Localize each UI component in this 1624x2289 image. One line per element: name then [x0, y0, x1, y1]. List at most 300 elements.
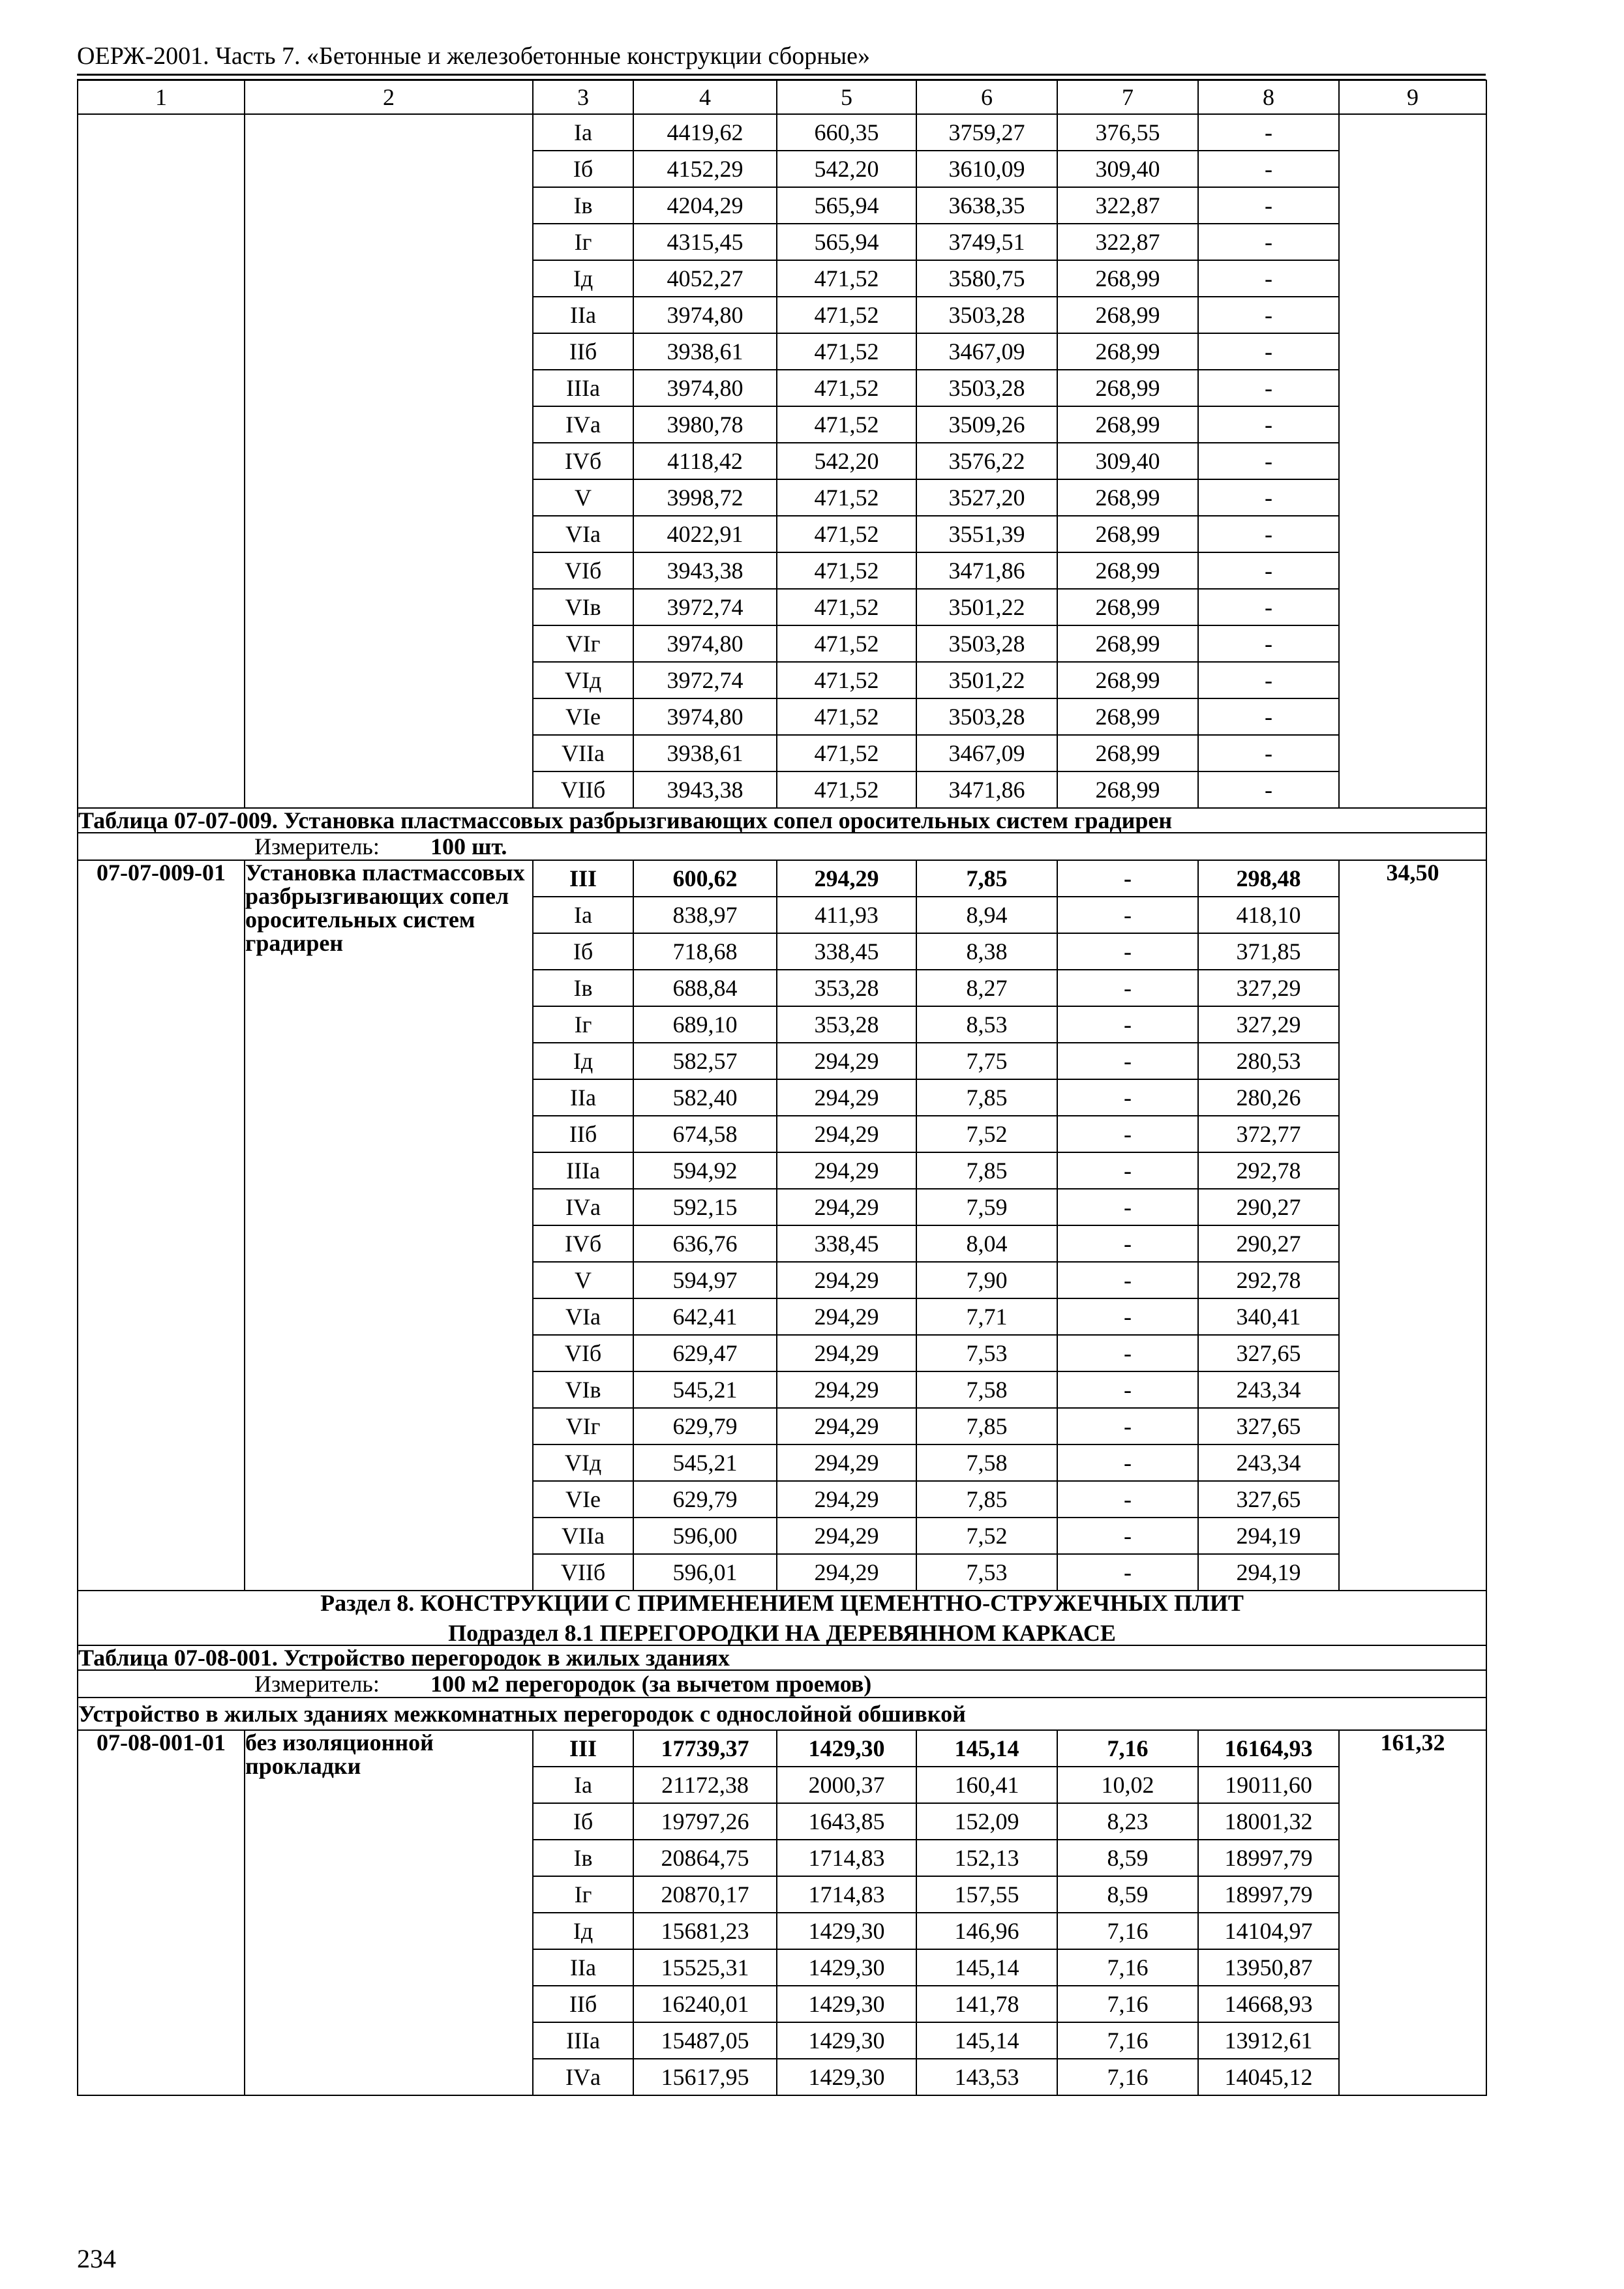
zone-cell: IIб	[533, 1116, 633, 1152]
value-cell: 471,52	[777, 260, 916, 297]
value-cell: 542,20	[777, 443, 916, 479]
value-cell: 3467,09	[916, 333, 1057, 370]
code-cell	[78, 114, 245, 808]
value-cell: 3759,27	[916, 114, 1057, 151]
value-cell: 7,53	[916, 1335, 1057, 1371]
section-title: Раздел 8. КОНСТРУКЦИИ С ПРИМЕНЕНИЕМ ЦЕМЕНТНО-СТРУЖЕЧНЫХ ПЛИТ	[320, 1590, 1244, 1616]
value-cell: 3938,61	[633, 735, 777, 771]
value-cell: 143,53	[916, 2059, 1057, 2095]
value-cell: 7,16	[1057, 1986, 1198, 2022]
value-cell: 565,94	[777, 224, 916, 260]
value-cell: -	[1198, 406, 1339, 443]
value-cell: 146,96	[916, 1913, 1057, 1949]
zone-cell: Iв	[533, 187, 633, 224]
zone-cell: IIIа	[533, 370, 633, 406]
value-cell: 3974,80	[633, 698, 777, 735]
zone-cell: IVб	[533, 443, 633, 479]
value-cell: 268,99	[1057, 698, 1198, 735]
zone-cell: VIIб	[533, 771, 633, 808]
value-cell: 3972,74	[633, 662, 777, 698]
zone-cell: Iа	[533, 114, 633, 151]
value-cell: 3509,26	[916, 406, 1057, 443]
value-cell: 471,52	[777, 771, 916, 808]
value-cell: 294,29	[777, 1079, 916, 1116]
value-cell: 243,34	[1198, 1371, 1339, 1408]
value-cell: 3938,61	[633, 333, 777, 370]
zone-cell: Iа	[533, 1767, 633, 1803]
value-cell: 21172,38	[633, 1767, 777, 1803]
value-cell: 471,52	[777, 698, 916, 735]
value-cell: 294,29	[777, 1152, 916, 1189]
value-cell: 294,29	[777, 1262, 916, 1298]
value-cell: 1429,30	[777, 1986, 916, 2022]
value-cell: 7,85	[916, 1481, 1057, 1518]
zone-cell: VIв	[533, 589, 633, 625]
value-cell: 3467,09	[916, 735, 1057, 771]
value-cell: 471,52	[777, 370, 916, 406]
zone-cell: VIг	[533, 625, 633, 662]
value-cell: 545,21	[633, 1371, 777, 1408]
section-heading	[78, 1591, 1486, 1645]
zone-cell: VIб	[533, 1335, 633, 1371]
column-number: 3	[533, 80, 633, 114]
value-cell: 353,28	[777, 1006, 916, 1043]
value-cell: 7,58	[916, 1444, 1057, 1481]
value-cell: 471,52	[777, 625, 916, 662]
value-cell: 145,14	[916, 1949, 1057, 1986]
value-cell: -	[1198, 443, 1339, 479]
value-cell: 327,65	[1198, 1481, 1339, 1518]
value-cell: 8,04	[916, 1225, 1057, 1262]
zone-cell: IVа	[533, 406, 633, 443]
labor-cell: 161,32	[1339, 1730, 1486, 2095]
value-cell: 15525,31	[633, 1949, 777, 1986]
value-cell: 292,78	[1198, 1152, 1339, 1189]
value-cell: 157,55	[916, 1876, 1057, 1913]
value-cell: 1714,83	[777, 1876, 916, 1913]
value-cell: -	[1198, 370, 1339, 406]
value-cell: 160,41	[916, 1767, 1057, 1803]
value-cell: -	[1198, 114, 1339, 151]
value-cell: 16240,01	[633, 1986, 777, 2022]
value-cell: 309,40	[1057, 443, 1198, 479]
value-cell: 7,85	[916, 1079, 1057, 1116]
value-cell: 2000,37	[777, 1767, 916, 1803]
header-rule	[77, 74, 1486, 76]
value-cell: -	[1057, 1408, 1198, 1444]
zone-cell: IIа	[533, 297, 633, 333]
value-cell: 1429,30	[777, 1730, 916, 1767]
value-cell: 674,58	[633, 1116, 777, 1152]
value-cell: 594,97	[633, 1262, 777, 1298]
value-cell: 594,92	[633, 1152, 777, 1189]
value-cell: 322,87	[1057, 224, 1198, 260]
value-cell: 688,84	[633, 970, 777, 1006]
value-cell: 8,23	[1057, 1803, 1198, 1840]
value-cell: 4152,29	[633, 151, 777, 187]
value-cell: 1429,30	[777, 2059, 916, 2095]
value-cell: 471,52	[777, 406, 916, 443]
value-cell: 3527,20	[916, 479, 1057, 516]
value-cell: -	[1198, 625, 1339, 662]
value-cell: -	[1198, 771, 1339, 808]
zone-cell: IIа	[533, 1079, 633, 1116]
value-cell: -	[1057, 1481, 1198, 1518]
description-cell: без изоляционной прокладки	[245, 1730, 533, 2095]
zone-cell: Iб	[533, 1803, 633, 1840]
value-cell: 4315,45	[633, 224, 777, 260]
value-cell: 294,19	[1198, 1554, 1339, 1591]
value-cell: -	[1198, 297, 1339, 333]
value-cell: 7,85	[916, 1152, 1057, 1189]
value-cell: 290,27	[1198, 1225, 1339, 1262]
value-cell: 7,90	[916, 1262, 1057, 1298]
value-cell: 294,29	[777, 1043, 916, 1079]
value-cell: -	[1198, 735, 1339, 771]
labor-cell: 34,50	[1339, 860, 1486, 1591]
value-cell: 8,38	[916, 933, 1057, 970]
table-title: Таблица 07-07-009. Установка пластмассовых разбрызгивающих сопел оросительных систем градирен	[78, 808, 1486, 833]
meter-label: Измеритель:	[254, 1671, 380, 1697]
zone-cell: Iв	[533, 970, 633, 1006]
value-cell: 660,35	[777, 114, 916, 151]
zone-cell: VIIа	[533, 735, 633, 771]
value-cell: -	[1198, 698, 1339, 735]
value-cell: 294,19	[1198, 1518, 1339, 1554]
value-cell: 3503,28	[916, 698, 1057, 735]
column-number: 9	[1339, 80, 1486, 114]
value-cell: 3943,38	[633, 771, 777, 808]
value-cell: 141,78	[916, 1986, 1057, 2022]
value-cell: 7,16	[1057, 1730, 1198, 1767]
value-cell: 471,52	[777, 479, 916, 516]
value-cell: 353,28	[777, 970, 916, 1006]
value-cell: -	[1198, 662, 1339, 698]
value-cell: 327,29	[1198, 1006, 1339, 1043]
value-cell: 4419,62	[633, 114, 777, 151]
column-number: 5	[777, 80, 916, 114]
value-cell: 3974,80	[633, 625, 777, 662]
value-cell: 8,59	[1057, 1876, 1198, 1913]
value-cell: -	[1198, 187, 1339, 224]
value-cell: 596,00	[633, 1518, 777, 1554]
value-cell: 1429,30	[777, 1949, 916, 1986]
value-cell: 3503,28	[916, 370, 1057, 406]
value-cell: 322,87	[1057, 187, 1198, 224]
column-number: 7	[1057, 80, 1198, 114]
value-cell: 1714,83	[777, 1840, 916, 1876]
value-cell: 471,52	[777, 662, 916, 698]
description-cell: Установка пластмассовых разбрызгивающих сопел оросительных систем градирен	[245, 860, 533, 1591]
value-cell: 18997,79	[1198, 1840, 1339, 1876]
value-cell: 629,79	[633, 1408, 777, 1444]
meter-row	[78, 1670, 1486, 1698]
value-cell: 371,85	[1198, 933, 1339, 970]
value-cell: -	[1057, 1043, 1198, 1079]
description-cell	[245, 114, 533, 808]
zone-cell: Iв	[533, 1840, 633, 1876]
value-cell: 294,29	[777, 1335, 916, 1371]
value-cell: 3503,28	[916, 297, 1057, 333]
zone-cell: VIе	[533, 1481, 633, 1518]
column-number: 8	[1198, 80, 1339, 114]
value-cell: 8,27	[916, 970, 1057, 1006]
value-cell: 298,48	[1198, 860, 1339, 897]
table-row	[78, 1730, 1486, 1767]
value-cell: 3503,28	[916, 625, 1057, 662]
value-cell: 268,99	[1057, 516, 1198, 552]
value-cell: 596,01	[633, 1554, 777, 1591]
value-cell: 3501,22	[916, 662, 1057, 698]
zone-cell: Iг	[533, 1876, 633, 1913]
value-cell: 16164,93	[1198, 1730, 1339, 1767]
value-cell: 1429,30	[777, 2022, 916, 2059]
table-row	[78, 860, 1486, 897]
value-cell: 268,99	[1057, 552, 1198, 589]
value-cell: 3501,22	[916, 589, 1057, 625]
column-number: 4	[633, 80, 777, 114]
zone-cell: IIб	[533, 1986, 633, 2022]
value-cell: 19797,26	[633, 1803, 777, 1840]
table-title-row	[78, 1645, 1486, 1670]
value-cell: 7,53	[916, 1554, 1057, 1591]
value-cell: 3998,72	[633, 479, 777, 516]
column-number: 2	[245, 80, 533, 114]
value-cell: -	[1198, 479, 1339, 516]
zone-cell: IVа	[533, 2059, 633, 2095]
value-cell: 268,99	[1057, 260, 1198, 297]
value-cell: 268,99	[1057, 333, 1198, 370]
value-cell: 309,40	[1057, 151, 1198, 187]
value-cell: 582,40	[633, 1079, 777, 1116]
value-cell: 3610,09	[916, 151, 1057, 187]
value-cell: 145,14	[916, 1730, 1057, 1767]
zone-cell: VIв	[533, 1371, 633, 1408]
value-cell: 3471,86	[916, 552, 1057, 589]
zone-cell: IIIа	[533, 2022, 633, 2059]
table-title-row	[78, 808, 1486, 833]
table-row	[78, 114, 1486, 151]
column-number: 6	[916, 80, 1057, 114]
value-cell: -	[1057, 1554, 1198, 1591]
value-cell: -	[1057, 1225, 1198, 1262]
value-cell: 268,99	[1057, 589, 1198, 625]
meter-row	[78, 833, 1486, 860]
zone-cell: V	[533, 1262, 633, 1298]
value-cell: 636,76	[633, 1225, 777, 1262]
value-cell: 294,29	[777, 1444, 916, 1481]
value-cell: 18997,79	[1198, 1876, 1339, 1913]
value-cell: 15487,05	[633, 2022, 777, 2059]
meter	[78, 1670, 1486, 1698]
value-cell: 7,52	[916, 1116, 1057, 1152]
value-cell: 294,29	[777, 1481, 916, 1518]
zone-cell: Iа	[533, 897, 633, 933]
value-cell: 14045,12	[1198, 2059, 1339, 2095]
value-cell: 294,29	[777, 860, 916, 897]
value-cell: -	[1057, 1152, 1198, 1189]
value-cell: 280,53	[1198, 1043, 1339, 1079]
value-cell: 1643,85	[777, 1803, 916, 1840]
value-cell: 19011,60	[1198, 1767, 1339, 1803]
value-cell: 14668,93	[1198, 1986, 1339, 2022]
value-cell: 18001,32	[1198, 1803, 1339, 1840]
meter-value: 100 м2 перегородок (за вычетом проемов)	[430, 1671, 872, 1697]
value-cell: 268,99	[1057, 370, 1198, 406]
zone-cell: IIа	[533, 1949, 633, 1986]
value-cell: 471,52	[777, 516, 916, 552]
value-cell: 471,52	[777, 297, 916, 333]
page-number: 234	[77, 2244, 116, 2273]
value-cell: -	[1057, 1006, 1198, 1043]
zone-cell: Iб	[533, 151, 633, 187]
value-cell: 294,29	[777, 1554, 916, 1591]
value-cell: 7,16	[1057, 2022, 1198, 2059]
zone-cell: V	[533, 479, 633, 516]
meter	[78, 833, 1486, 860]
value-cell: 20870,17	[633, 1876, 777, 1913]
value-cell: 3974,80	[633, 297, 777, 333]
value-cell: 7,59	[916, 1189, 1057, 1225]
value-cell: 13912,61	[1198, 2022, 1339, 2059]
value-cell: 327,29	[1198, 970, 1339, 1006]
zone-cell: Iд	[533, 260, 633, 297]
value-cell: 689,10	[633, 1006, 777, 1043]
value-cell: 7,52	[916, 1518, 1057, 1554]
value-cell: 338,45	[777, 1225, 916, 1262]
value-cell: 8,53	[916, 1006, 1057, 1043]
value-cell: 268,99	[1057, 297, 1198, 333]
value-cell: 629,47	[633, 1335, 777, 1371]
value-cell: -	[1057, 1444, 1198, 1481]
value-cell: 152,13	[916, 1840, 1057, 1876]
zone-cell: VIд	[533, 662, 633, 698]
value-cell: -	[1057, 970, 1198, 1006]
value-cell: 3943,38	[633, 552, 777, 589]
value-cell: -	[1057, 897, 1198, 933]
value-cell: 152,09	[916, 1803, 1057, 1840]
value-cell: 471,52	[777, 735, 916, 771]
zone-cell: IIб	[533, 333, 633, 370]
subtitle-row	[78, 1698, 1486, 1730]
value-cell: 243,34	[1198, 1444, 1339, 1481]
zone-cell: IIIа	[533, 1152, 633, 1189]
value-cell: -	[1057, 1518, 1198, 1554]
value-cell: 3576,22	[916, 443, 1057, 479]
value-cell: 3749,51	[916, 224, 1057, 260]
value-cell: 7,58	[916, 1371, 1057, 1408]
meter-value: 100 шт.	[430, 833, 507, 860]
value-cell: 1429,30	[777, 1913, 916, 1949]
value-cell: 7,85	[916, 860, 1057, 897]
value-cell: 376,55	[1057, 114, 1198, 151]
value-cell: 718,68	[633, 933, 777, 970]
zone-cell: VIа	[533, 516, 633, 552]
zone-cell: VIIа	[533, 1518, 633, 1554]
value-cell: 327,65	[1198, 1335, 1339, 1371]
value-cell: 471,52	[777, 589, 916, 625]
value-cell: 3471,86	[916, 771, 1057, 808]
value-cell: 8,59	[1057, 1840, 1198, 1876]
value-cell: -	[1198, 589, 1339, 625]
value-cell: 7,16	[1057, 1949, 1198, 1986]
column-number: 1	[78, 80, 245, 114]
value-cell: -	[1198, 260, 1339, 297]
zone-cell: VIе	[533, 698, 633, 735]
value-cell: -	[1057, 1262, 1198, 1298]
code-cell: 07-07-009-01	[78, 860, 245, 1591]
value-cell: 545,21	[633, 1444, 777, 1481]
value-cell: 4118,42	[633, 443, 777, 479]
value-cell: 13950,87	[1198, 1949, 1339, 1986]
value-cell: 268,99	[1057, 771, 1198, 808]
value-cell: 642,41	[633, 1298, 777, 1335]
value-cell: -	[1057, 1189, 1198, 1225]
value-cell: 4052,27	[633, 260, 777, 297]
zone-cell: Iг	[533, 224, 633, 260]
column-number-row	[78, 80, 1486, 114]
value-cell: 268,99	[1057, 662, 1198, 698]
value-cell: 542,20	[777, 151, 916, 187]
zone-cell: Iг	[533, 1006, 633, 1043]
value-cell: -	[1057, 1371, 1198, 1408]
table-title: Таблица 07-08-001. Устройство перегородок в жилых зданиях	[78, 1645, 1486, 1670]
value-cell: -	[1057, 1335, 1198, 1371]
value-cell: 418,10	[1198, 897, 1339, 933]
value-cell: -	[1057, 860, 1198, 897]
value-cell: 3551,39	[916, 516, 1057, 552]
value-cell: 294,29	[777, 1408, 916, 1444]
value-cell: -	[1198, 333, 1339, 370]
value-cell: 292,78	[1198, 1262, 1339, 1298]
value-cell: 268,99	[1057, 479, 1198, 516]
section-row	[78, 1591, 1486, 1645]
value-cell: 471,52	[777, 333, 916, 370]
zone-cell: Iб	[533, 933, 633, 970]
value-cell: -	[1057, 933, 1198, 970]
value-cell: 280,26	[1198, 1079, 1339, 1116]
value-cell: 10,02	[1057, 1767, 1198, 1803]
meter-label: Измеритель:	[254, 833, 380, 860]
value-cell: 338,45	[777, 933, 916, 970]
zone-cell: IVб	[533, 1225, 633, 1262]
value-cell: 7,75	[916, 1043, 1057, 1079]
value-cell: 565,94	[777, 187, 916, 224]
value-cell: 327,65	[1198, 1408, 1339, 1444]
value-cell: -	[1198, 516, 1339, 552]
subsection-title: Подраздел 8.1 ПЕРЕГОРОДКИ НА ДЕРЕВЯННОМ КАРКАСЕ	[448, 1620, 1116, 1646]
value-cell: 838,97	[633, 897, 777, 933]
value-cell: 4204,29	[633, 187, 777, 224]
value-cell: 3972,74	[633, 589, 777, 625]
value-cell: 294,29	[777, 1371, 916, 1408]
value-cell: 7,85	[916, 1408, 1057, 1444]
value-cell: -	[1057, 1116, 1198, 1152]
zone-cell: VIг	[533, 1408, 633, 1444]
value-cell: 7,16	[1057, 1913, 1198, 1949]
value-cell: 15681,23	[633, 1913, 777, 1949]
estimate-table	[77, 80, 1487, 2096]
value-cell: 14104,97	[1198, 1913, 1339, 1949]
value-cell: 17739,37	[633, 1730, 777, 1767]
value-cell: 20864,75	[633, 1840, 777, 1876]
value-cell: 7,71	[916, 1298, 1057, 1335]
value-cell: 4022,91	[633, 516, 777, 552]
code-cell: 07-08-001-01	[78, 1730, 245, 2095]
value-cell: 3974,80	[633, 370, 777, 406]
value-cell: 3638,35	[916, 187, 1057, 224]
value-cell: 15617,95	[633, 2059, 777, 2095]
